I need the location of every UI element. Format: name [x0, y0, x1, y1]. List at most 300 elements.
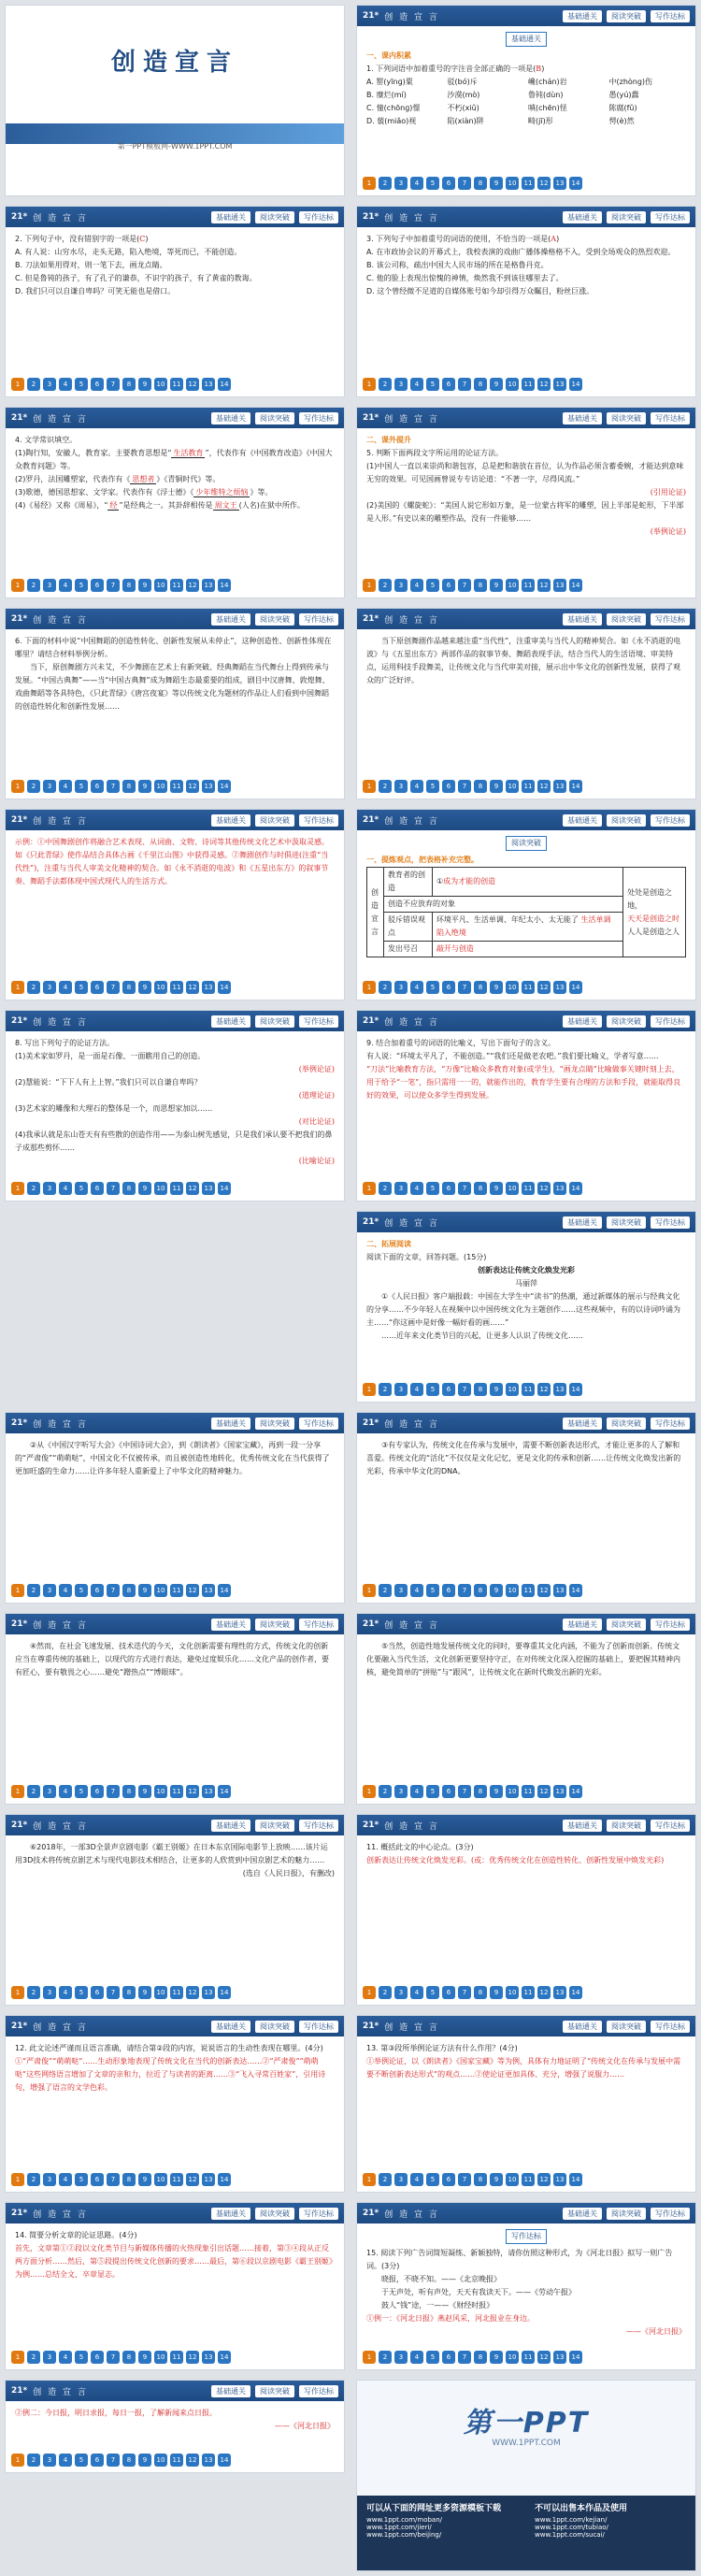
page-nav-button[interactable]: 5	[75, 1182, 88, 1195]
page-nav-button[interactable]: 4	[410, 2173, 423, 2186]
page-nav-button[interactable]: 2	[379, 2351, 392, 2364]
page-nav-button[interactable]: 12	[537, 981, 551, 994]
page-nav-button[interactable]: 8	[474, 1383, 487, 1396]
nav-basic-button[interactable]: 基础通关	[563, 1619, 602, 1631]
nav-basic-button[interactable]: 基础通关	[563, 412, 602, 425]
page-nav-button[interactable]: 12	[186, 579, 199, 592]
slide-8[interactable]	[356, 608, 696, 799]
page-nav-button[interactable]: 7	[458, 1383, 471, 1396]
page-nav-button[interactable]: 14	[218, 1785, 231, 1798]
page-nav-button[interactable]: 1	[11, 2351, 24, 2364]
nav-basic-button[interactable]: 基础通关	[563, 2021, 602, 2033]
page-nav-button[interactable]: 8	[474, 579, 487, 592]
page-nav-button[interactable]: 11	[522, 579, 535, 592]
page-nav-button[interactable]: 3	[43, 1785, 56, 1798]
page-nav-button[interactable]: 1	[363, 1584, 376, 1597]
page-nav-button[interactable]: 7	[107, 2351, 120, 2364]
nav-reading-button[interactable]: 阅读突破	[607, 10, 646, 22]
page-nav-button[interactable]: 6	[442, 1383, 455, 1396]
nav-reading-button[interactable]: 阅读突破	[607, 1820, 646, 1832]
page-nav-button[interactable]: 6	[442, 177, 455, 190]
page-nav-button[interactable]: 13	[553, 579, 566, 592]
link[interactable]: www.1ppt.com/moban/	[366, 2516, 443, 2524]
page-nav-button[interactable]: 9	[138, 2173, 151, 2186]
page-nav-button[interactable]: 8	[122, 1986, 136, 1999]
page-nav-button[interactable]: 5	[426, 1785, 439, 1798]
page-nav-button[interactable]: 1	[11, 579, 24, 592]
page-nav-button[interactable]: 3	[394, 378, 408, 391]
page-nav-button[interactable]: 5	[426, 177, 439, 190]
page-nav-button[interactable]: 3	[394, 579, 408, 592]
page-nav-button[interactable]: 12	[537, 1986, 551, 1999]
slide-24[interactable]	[5, 2380, 345, 2473]
page-nav-button[interactable]: 8	[474, 1986, 487, 1999]
page-nav-button[interactable]: 12	[537, 780, 551, 793]
slide-19[interactable]	[356, 1814, 696, 2006]
page-nav-button[interactable]: 5	[75, 378, 88, 391]
page-nav-button[interactable]: 13	[553, 1785, 566, 1798]
page-nav-button[interactable]: 9	[490, 780, 503, 793]
page-nav-button[interactable]: 14	[569, 2173, 582, 2186]
page-nav-button[interactable]: 2	[27, 1584, 40, 1597]
page-nav-button[interactable]: 4	[410, 1785, 423, 1798]
page-nav-button[interactable]: 11	[522, 1584, 535, 1597]
nav-basic-button[interactable]: 基础通关	[563, 211, 602, 223]
nav-writing-button[interactable]: 写作达标	[651, 10, 690, 22]
page-nav-button[interactable]: 9	[138, 579, 151, 592]
page-nav-button[interactable]: 6	[91, 981, 104, 994]
nav-basic-button[interactable]: 基础通关	[563, 1015, 602, 1028]
page-nav-button[interactable]: 7	[458, 1584, 471, 1597]
page-nav-button[interactable]: 5	[426, 1584, 439, 1597]
nav-basic-button[interactable]: 基础通关	[563, 1820, 602, 1832]
slide-15[interactable]	[356, 1412, 696, 1604]
nav-writing-button[interactable]: 写作达标	[299, 613, 338, 626]
page-nav-button[interactable]: 13	[553, 1584, 566, 1597]
page-nav-button[interactable]: 1	[11, 1785, 24, 1798]
page-nav-button[interactable]: 11	[170, 780, 183, 793]
page-nav-button[interactable]: 14	[218, 2173, 231, 2186]
page-nav-button[interactable]: 4	[410, 2351, 423, 2364]
page-nav-button[interactable]: 5	[426, 378, 439, 391]
page-nav-button[interactable]: 10	[154, 2351, 167, 2364]
page-nav-button[interactable]: 11	[522, 780, 535, 793]
slide-18[interactable]	[5, 1814, 345, 2006]
nav-writing-button[interactable]: 写作达标	[299, 2021, 338, 2033]
nav-writing-button[interactable]: 写作达标	[299, 2385, 338, 2397]
page-nav-button[interactable]: 4	[59, 2173, 72, 2186]
page-nav-button[interactable]: 12	[537, 2173, 551, 2186]
page-nav-button[interactable]: 10	[506, 2351, 519, 2364]
page-nav-button[interactable]: 9	[138, 1584, 151, 1597]
page-nav-button[interactable]: 10	[154, 2173, 167, 2186]
page-nav-button[interactable]: 14	[218, 2351, 231, 2364]
page-nav-button[interactable]: 2	[379, 1785, 392, 1798]
page-nav-button[interactable]: 4	[59, 780, 72, 793]
page-nav-button[interactable]: 14	[569, 1785, 582, 1798]
page-nav-button[interactable]: 10	[506, 2173, 519, 2186]
page-nav-button[interactable]: 1	[363, 378, 376, 391]
page-nav-button[interactable]: 7	[107, 1785, 120, 1798]
page-nav-button[interactable]: 5	[426, 1182, 439, 1195]
page-nav-button[interactable]: 6	[442, 2173, 455, 2186]
page-nav-button[interactable]: 13	[202, 2351, 215, 2364]
page-nav-button[interactable]: 12	[537, 1584, 551, 1597]
page-nav-button[interactable]: 13	[553, 1182, 566, 1195]
page-nav-button[interactable]: 1	[363, 1182, 376, 1195]
page-nav-button[interactable]: 2	[27, 2454, 40, 2467]
slide-2[interactable]	[356, 5, 696, 196]
page-nav-button[interactable]: 4	[410, 579, 423, 592]
page-nav-button[interactable]: 14	[218, 1182, 231, 1195]
page-nav-button[interactable]: 7	[458, 1785, 471, 1798]
page-nav-button[interactable]: 7	[458, 1986, 471, 1999]
page-nav-button[interactable]: 3	[394, 1182, 408, 1195]
nav-reading-button[interactable]: 阅读突破	[255, 1418, 294, 1430]
page-nav-button[interactable]: 5	[426, 1986, 439, 1999]
page-nav-button[interactable]: 7	[458, 2173, 471, 2186]
nav-reading-button[interactable]: 阅读突破	[607, 412, 646, 425]
page-nav-button[interactable]: 9	[490, 2173, 503, 2186]
page-nav-button[interactable]: 9	[490, 1383, 503, 1396]
page-nav-button[interactable]: 4	[410, 780, 423, 793]
page-nav-button[interactable]: 11	[522, 981, 535, 994]
page-nav-button[interactable]: 14	[569, 579, 582, 592]
slide-13[interactable]	[356, 1211, 696, 1403]
page-nav-button[interactable]: 2	[379, 981, 392, 994]
page-nav-button[interactable]: 12	[537, 1785, 551, 1798]
page-nav-button[interactable]: 5	[75, 2173, 88, 2186]
nav-reading-button[interactable]: 阅读突破	[607, 211, 646, 223]
page-nav-button[interactable]: 14	[569, 1584, 582, 1597]
page-nav-button[interactable]: 2	[27, 579, 40, 592]
page-nav-button[interactable]: 2	[379, 2173, 392, 2186]
page-nav-button[interactable]: 10	[506, 1182, 519, 1195]
page-nav-button[interactable]: 13	[553, 2173, 566, 2186]
page-nav-button[interactable]: 13	[202, 1986, 215, 1999]
page-nav-button[interactable]: 1	[363, 177, 376, 190]
page-nav-button[interactable]: 3	[43, 2173, 56, 2186]
page-nav-button[interactable]: 11	[170, 1182, 183, 1195]
page-nav-button[interactable]: 11	[170, 2454, 183, 2467]
page-nav-button[interactable]: 8	[474, 378, 487, 391]
nav-reading-button[interactable]: 阅读突破	[255, 412, 294, 425]
page-nav-button[interactable]: 5	[426, 2351, 439, 2364]
page-nav-button[interactable]: 4	[410, 1584, 423, 1597]
page-nav-button[interactable]: 11	[522, 1785, 535, 1798]
nav-writing-button[interactable]: 写作达标	[651, 1418, 690, 1430]
page-nav-button[interactable]: 3	[43, 1986, 56, 1999]
slide-12[interactable]	[356, 1010, 696, 1202]
page-nav-button[interactable]: 11	[522, 1182, 535, 1195]
page-nav-button[interactable]: 8	[122, 2173, 136, 2186]
page-nav-button[interactable]: 1	[363, 981, 376, 994]
nav-reading-button[interactable]: 阅读突破	[255, 1820, 294, 1832]
page-nav-button[interactable]: 4	[410, 378, 423, 391]
page-nav-button[interactable]: 1	[11, 2173, 24, 2186]
page-nav-button[interactable]: 10	[506, 1584, 519, 1597]
slide-11[interactable]	[5, 1010, 345, 1202]
nav-writing-button[interactable]: 写作达标	[651, 613, 690, 626]
page-nav-button[interactable]: 3	[394, 1986, 408, 1999]
slide-20[interactable]	[5, 2015, 345, 2193]
page-nav-button[interactable]: 8	[122, 2351, 136, 2364]
page-nav-button[interactable]: 14	[218, 579, 231, 592]
page-nav-button[interactable]: 2	[379, 780, 392, 793]
slide-9[interactable]	[5, 809, 345, 1000]
page-nav-button[interactable]: 6	[91, 1584, 104, 1597]
page-nav-button[interactable]: 7	[458, 780, 471, 793]
page-nav-button[interactable]: 7	[458, 177, 471, 190]
nav-writing-button[interactable]: 写作达标	[299, 1820, 338, 1832]
page-nav-button[interactable]: 14	[569, 1182, 582, 1195]
page-nav-button[interactable]: 12	[537, 177, 551, 190]
page-nav-button[interactable]: 5	[426, 1383, 439, 1396]
page-nav-button[interactable]: 13	[553, 378, 566, 391]
page-nav-button[interactable]: 5	[426, 579, 439, 592]
page-nav-button[interactable]: 6	[442, 2351, 455, 2364]
page-nav-button[interactable]: 6	[442, 1584, 455, 1597]
page-nav-button[interactable]: 14	[569, 1383, 582, 1396]
page-nav-button[interactable]: 8	[122, 579, 136, 592]
page-nav-button[interactable]: 8	[122, 1785, 136, 1798]
page-nav-button[interactable]: 13	[202, 780, 215, 793]
page-nav-button[interactable]: 13	[553, 2351, 566, 2364]
page-nav-button[interactable]: 9	[138, 2454, 151, 2467]
page-nav-button[interactable]: 9	[490, 579, 503, 592]
page-nav-button[interactable]: 4	[410, 981, 423, 994]
page-nav-button[interactable]: 7	[107, 2173, 120, 2186]
slide-14[interactable]	[5, 1412, 345, 1604]
page-nav-button[interactable]: 5	[75, 1785, 88, 1798]
page-nav-button[interactable]: 3	[43, 2454, 56, 2467]
page-nav-button[interactable]: 8	[122, 1584, 136, 1597]
slide-ending[interactable]	[356, 2380, 696, 2571]
page-nav-button[interactable]: 5	[426, 780, 439, 793]
nav-reading-button[interactable]: 阅读突破	[607, 2021, 646, 2033]
page-nav-button[interactable]: 14	[569, 780, 582, 793]
page-nav-button[interactable]: 10	[154, 1785, 167, 1798]
page-nav-button[interactable]: 14	[569, 1986, 582, 1999]
page-nav-button[interactable]: 11	[170, 2173, 183, 2186]
page-nav-button[interactable]: 1	[11, 1182, 24, 1195]
page-nav-button[interactable]: 13	[202, 1584, 215, 1597]
nav-reading-button[interactable]: 阅读突破	[607, 1619, 646, 1631]
page-nav-button[interactable]: 2	[27, 1182, 40, 1195]
link[interactable]: www.1ppt.com/sucai/	[535, 2531, 605, 2539]
page-nav-button[interactable]: 14	[218, 2454, 231, 2467]
page-nav-button[interactable]: 12	[537, 1383, 551, 1396]
page-nav-button[interactable]: 8	[474, 981, 487, 994]
page-nav-button[interactable]: 2	[379, 1182, 392, 1195]
page-nav-button[interactable]: 1	[363, 579, 376, 592]
page-nav-button[interactable]: 11	[522, 1986, 535, 1999]
nav-basic-button[interactable]: 基础通关	[211, 1418, 250, 1430]
page-nav-button[interactable]: 10	[506, 780, 519, 793]
page-nav-button[interactable]: 1	[363, 1785, 376, 1798]
page-nav-button[interactable]: 4	[59, 981, 72, 994]
nav-writing-button[interactable]: 写作达标	[651, 211, 690, 223]
page-nav-button[interactable]: 9	[490, 1986, 503, 1999]
nav-basic-button[interactable]: 基础通关	[211, 814, 250, 827]
nav-reading-button[interactable]: 阅读突破	[255, 2385, 294, 2397]
nav-writing-button[interactable]: 写作达标	[299, 1418, 338, 1430]
nav-reading-button[interactable]: 阅读突破	[255, 814, 294, 827]
page-nav-button[interactable]: 2	[27, 780, 40, 793]
page-nav-button[interactable]: 6	[91, 378, 104, 391]
nav-writing-button[interactable]: 写作达标	[651, 1820, 690, 1832]
page-nav-button[interactable]: 14	[218, 780, 231, 793]
page-nav-button[interactable]: 2	[379, 378, 392, 391]
page-nav-button[interactable]: 5	[75, 2454, 88, 2467]
slide-7[interactable]	[5, 608, 345, 799]
page-nav-button[interactable]: 8	[474, 780, 487, 793]
nav-basic-button[interactable]: 基础通关	[211, 2208, 250, 2220]
page-nav-button[interactable]: 3	[43, 1182, 56, 1195]
page-nav-button[interactable]: 14	[218, 1584, 231, 1597]
page-nav-button[interactable]: 3	[43, 780, 56, 793]
page-nav-button[interactable]: 13	[553, 1986, 566, 1999]
nav-writing-button[interactable]: 写作达标	[651, 814, 690, 827]
page-nav-button[interactable]: 7	[458, 378, 471, 391]
nav-reading-button[interactable]: 阅读突破	[255, 613, 294, 626]
page-nav-button[interactable]: 10	[154, 378, 167, 391]
page-nav-button[interactable]: 7	[107, 780, 120, 793]
nav-reading-button[interactable]: 阅读突破	[255, 1015, 294, 1028]
page-nav-button[interactable]: 4	[59, 1584, 72, 1597]
page-nav-button[interactable]: 11	[170, 1986, 183, 1999]
page-nav-button[interactable]: 3	[43, 2351, 56, 2364]
page-nav-button[interactable]: 12	[537, 378, 551, 391]
page-nav-button[interactable]: 10	[506, 378, 519, 391]
link[interactable]: www.1ppt.com/jieri/	[366, 2524, 432, 2531]
page-nav-button[interactable]: 13	[553, 1383, 566, 1396]
nav-reading-button[interactable]: 阅读突破	[255, 2208, 294, 2220]
link[interactable]: www.1ppt.com/tubiao/	[535, 2524, 608, 2531]
page-nav-button[interactable]: 6	[91, 579, 104, 592]
page-nav-button[interactable]: 8	[122, 2454, 136, 2467]
slide-23[interactable]	[356, 2202, 696, 2370]
page-nav-button[interactable]: 1	[11, 378, 24, 391]
slide-16[interactable]	[5, 1613, 345, 1805]
nav-reading-button[interactable]: 阅读突破	[255, 211, 294, 223]
page-nav-button[interactable]: 3	[43, 378, 56, 391]
page-nav-button[interactable]: 8	[474, 2351, 487, 2364]
page-nav-button[interactable]: 14	[218, 1986, 231, 1999]
page-nav-button[interactable]: 9	[490, 1584, 503, 1597]
page-nav-button[interactable]: 11	[170, 579, 183, 592]
nav-basic-button[interactable]: 基础通关	[211, 412, 250, 425]
page-nav-button[interactable]: 14	[569, 378, 582, 391]
page-nav-button[interactable]: 12	[186, 780, 199, 793]
page-nav-button[interactable]: 11	[522, 177, 535, 190]
page-nav-button[interactable]: 1	[363, 1383, 376, 1396]
page-nav-button[interactable]: 14	[218, 981, 231, 994]
page-nav-button[interactable]: 12	[186, 1584, 199, 1597]
page-nav-button[interactable]: 4	[59, 579, 72, 592]
page-nav-button[interactable]: 3	[394, 780, 408, 793]
page-nav-button[interactable]: 7	[107, 579, 120, 592]
page-nav-button[interactable]: 6	[442, 1182, 455, 1195]
page-nav-button[interactable]: 7	[107, 981, 120, 994]
page-nav-button[interactable]: 7	[107, 1182, 120, 1195]
page-nav-button[interactable]: 6	[442, 1986, 455, 1999]
page-nav-button[interactable]: 4	[59, 2454, 72, 2467]
page-nav-button[interactable]: 10	[154, 1182, 167, 1195]
page-nav-button[interactable]: 10	[506, 579, 519, 592]
page-nav-button[interactable]: 2	[27, 2351, 40, 2364]
nav-writing-button[interactable]: 写作达标	[299, 1619, 338, 1631]
page-nav-button[interactable]: 5	[75, 780, 88, 793]
nav-basic-button[interactable]: 基础通关	[211, 1820, 250, 1832]
slide-5[interactable]	[5, 407, 345, 598]
nav-basic-button[interactable]: 基础通关	[211, 613, 250, 626]
page-nav-button[interactable]: 4	[59, 1986, 72, 1999]
link[interactable]: www.1ppt.com/beijing/	[366, 2531, 442, 2539]
page-nav-button[interactable]: 9	[490, 378, 503, 391]
page-nav-button[interactable]: 2	[27, 378, 40, 391]
page-nav-button[interactable]: 2	[379, 177, 392, 190]
page-nav-button[interactable]: 7	[107, 378, 120, 391]
page-nav-button[interactable]: 13	[202, 2454, 215, 2467]
nav-writing-button[interactable]: 写作达标	[299, 211, 338, 223]
page-nav-button[interactable]: 8	[474, 177, 487, 190]
page-nav-button[interactable]: 12	[186, 378, 199, 391]
nav-basic-button[interactable]: 基础通关	[211, 1619, 250, 1631]
page-nav-button[interactable]: 4	[410, 177, 423, 190]
page-nav-button[interactable]: 5	[75, 579, 88, 592]
slide-22[interactable]	[5, 2202, 345, 2370]
page-nav-button[interactable]: 2	[27, 981, 40, 994]
nav-writing-button[interactable]: 写作达标	[299, 412, 338, 425]
page-nav-button[interactable]: 3	[394, 1785, 408, 1798]
page-nav-button[interactable]: 5	[426, 981, 439, 994]
link[interactable]: www.1ppt.com/kejian/	[535, 2516, 608, 2524]
page-nav-button[interactable]: 3	[394, 2351, 408, 2364]
page-nav-button[interactable]: 9	[490, 1785, 503, 1798]
page-nav-button[interactable]: 4	[59, 1182, 72, 1195]
page-nav-button[interactable]: 11	[170, 1584, 183, 1597]
nav-reading-button[interactable]: 阅读突破	[607, 613, 646, 626]
page-nav-button[interactable]: 3	[394, 177, 408, 190]
nav-basic-button[interactable]: 基础通关	[211, 2021, 250, 2033]
page-nav-button[interactable]: 7	[107, 2454, 120, 2467]
nav-reading-button[interactable]: 阅读突破	[607, 1418, 646, 1430]
page-nav-button[interactable]: 3	[394, 2173, 408, 2186]
page-nav-button[interactable]: 1	[363, 2173, 376, 2186]
page-nav-button[interactable]: 2	[379, 1986, 392, 1999]
page-nav-button[interactable]: 1	[11, 780, 24, 793]
page-nav-button[interactable]: 1	[11, 1986, 24, 1999]
page-nav-button[interactable]: 10	[154, 780, 167, 793]
page-nav-button[interactable]: 13	[202, 579, 215, 592]
page-nav-button[interactable]: 4	[410, 1182, 423, 1195]
page-nav-button[interactable]: 11	[170, 981, 183, 994]
page-nav-button[interactable]: 10	[154, 1584, 167, 1597]
page-nav-button[interactable]: 3	[43, 981, 56, 994]
page-nav-button[interactable]: 5	[426, 2173, 439, 2186]
page-nav-button[interactable]: 10	[154, 2454, 167, 2467]
nav-basic-button[interactable]: 基础通关	[563, 613, 602, 626]
page-nav-button[interactable]: 3	[43, 1584, 56, 1597]
nav-writing-button[interactable]: 写作达标	[299, 1015, 338, 1028]
page-nav-button[interactable]: 5	[75, 2351, 88, 2364]
nav-reading-button[interactable]: 阅读突破	[607, 814, 646, 827]
page-nav-button[interactable]: 11	[522, 2173, 535, 2186]
page-nav-button[interactable]: 12	[537, 2351, 551, 2364]
page-nav-button[interactable]: 10	[154, 579, 167, 592]
page-nav-button[interactable]: 13	[202, 2173, 215, 2186]
